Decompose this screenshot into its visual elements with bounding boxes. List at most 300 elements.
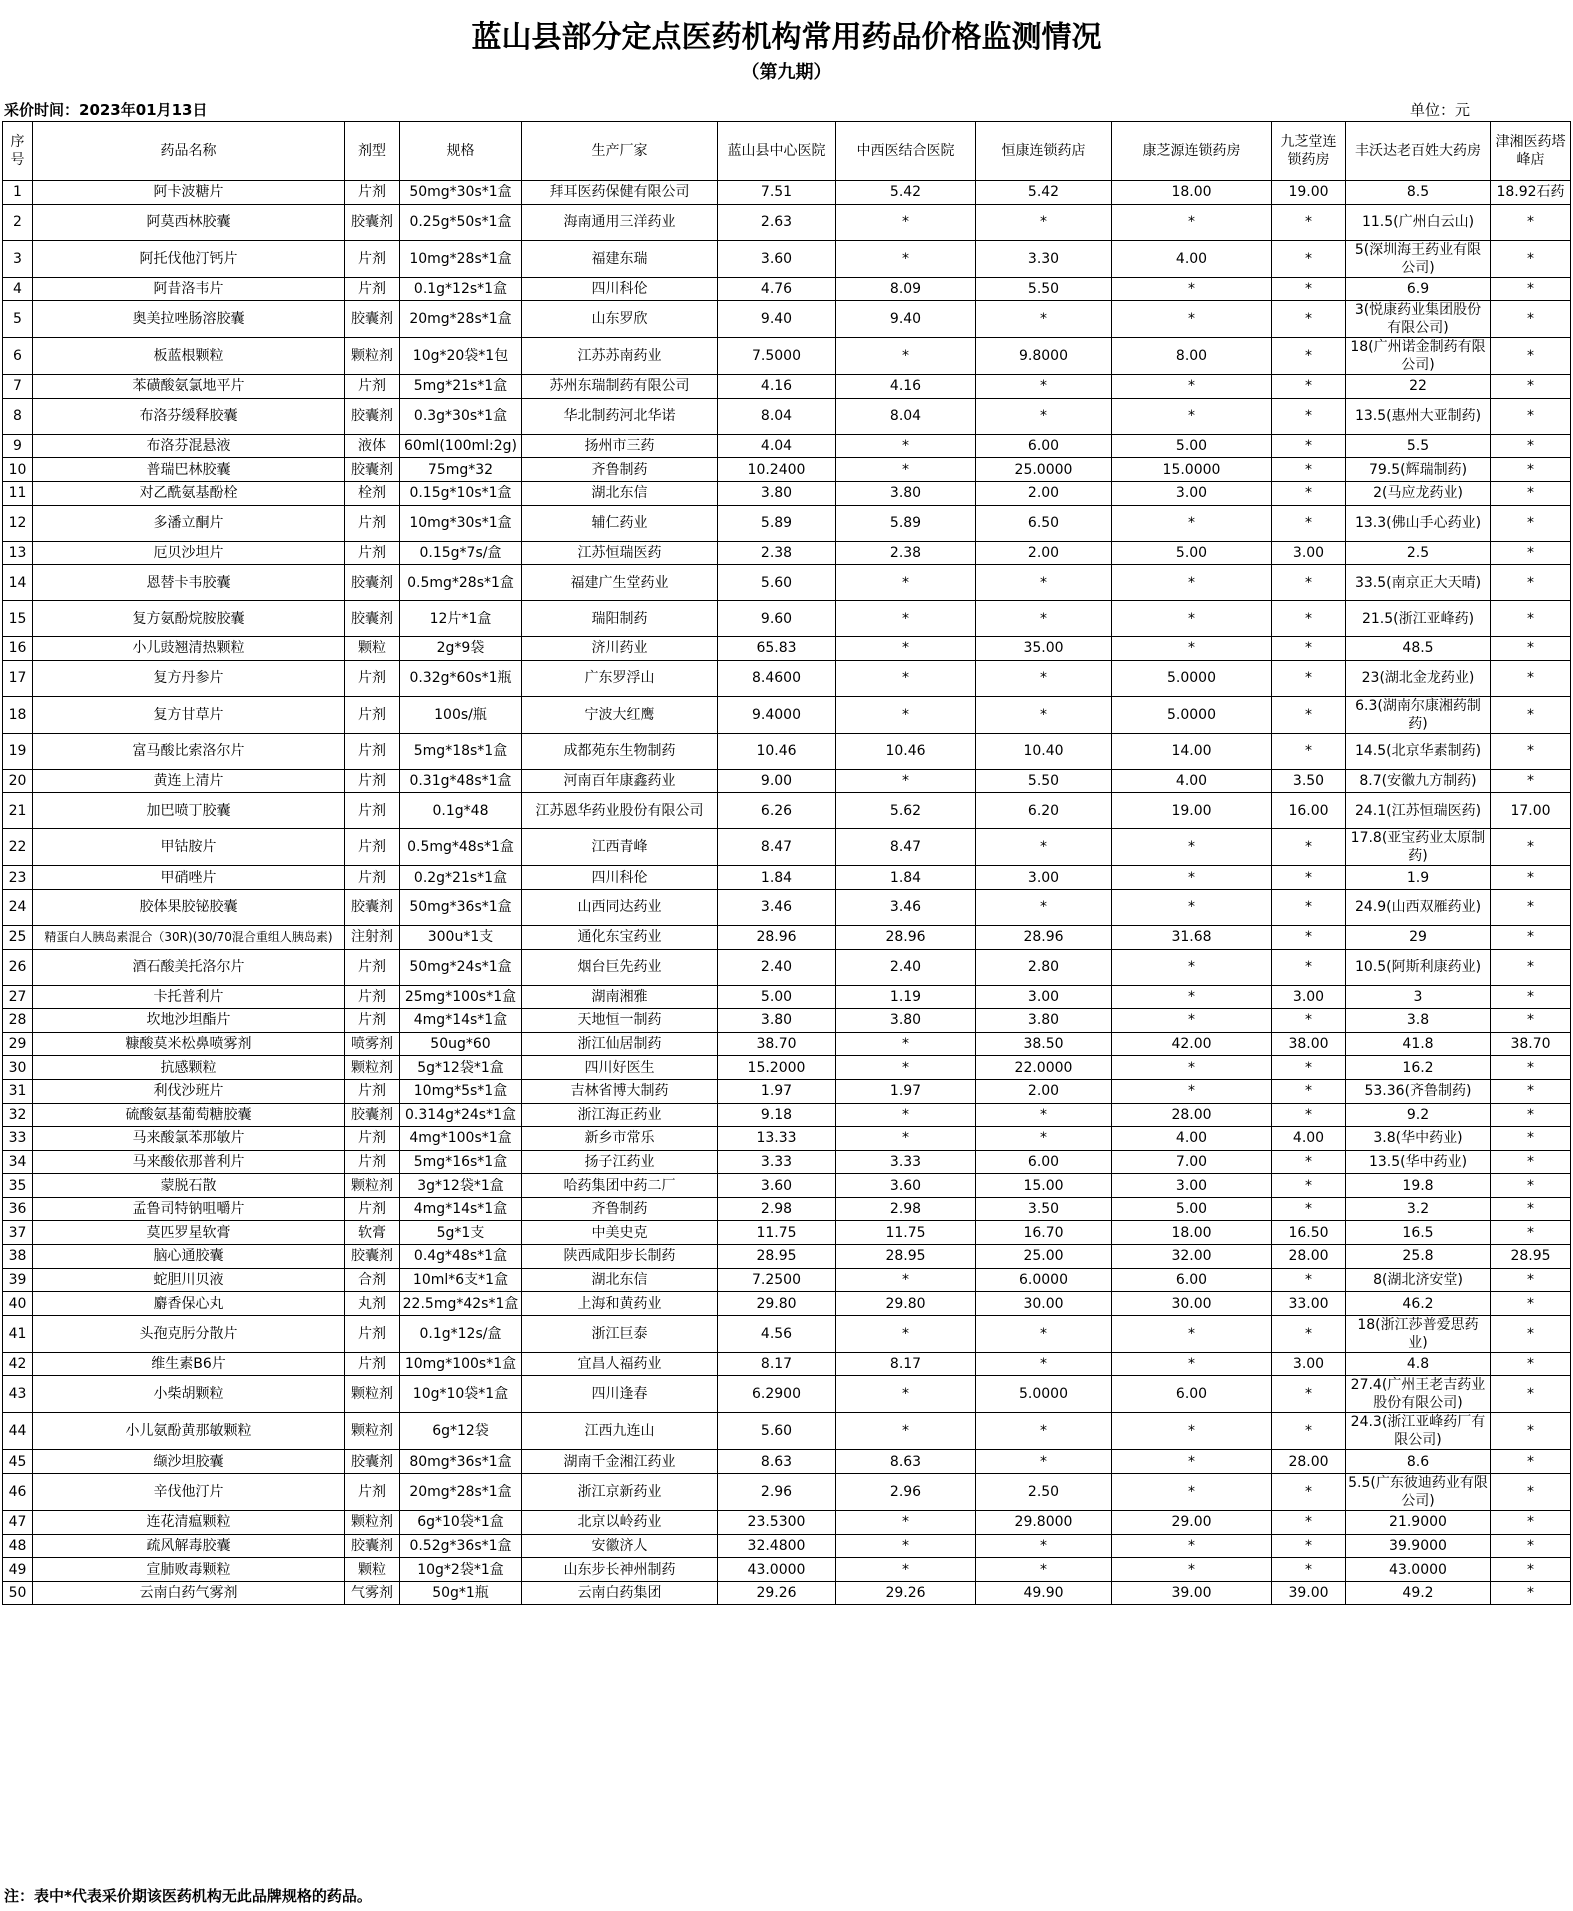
table-cell: * — [1112, 204, 1272, 240]
table-body — [3, 181, 1571, 1605]
table-row — [3, 398, 1571, 434]
table-cell: 2g*9袋 — [400, 637, 522, 661]
table-cell: 38.00 — [1272, 1032, 1346, 1056]
table-cell: 300u*1支 — [400, 925, 522, 949]
table-cell: 颗粒剂 — [345, 338, 400, 375]
table-row — [3, 565, 1571, 601]
table-cell: * — [836, 1127, 976, 1151]
table-cell: 12 — [3, 505, 33, 541]
table-cell: 胶囊剂 — [345, 1103, 400, 1127]
table-cell: 4.16 — [836, 375, 976, 399]
table-cell: 49.2 — [1346, 1581, 1491, 1605]
table-cell: 20mg*28s*1盒 — [400, 301, 522, 338]
table-cell: 22 — [1346, 375, 1491, 399]
table-cell: 片剂 — [345, 1127, 400, 1151]
table-cell: 片剂 — [345, 1352, 400, 1376]
table-cell: 扬子江药业 — [522, 1150, 718, 1174]
table-cell: * — [1272, 637, 1346, 661]
table-cell: 阿托伐他汀钙片 — [33, 240, 345, 277]
table-row — [3, 505, 1571, 541]
table-cell: 3.2 — [1346, 1197, 1491, 1221]
table-cell: 湖北东信 — [522, 1268, 718, 1292]
table-cell: 49.90 — [976, 1581, 1112, 1605]
table-cell: 12片*1盒 — [400, 601, 522, 637]
table-cell: 安徽济人 — [522, 1534, 718, 1558]
table-cell: * — [836, 434, 976, 458]
table-cell: 0.32g*60s*1瓶 — [400, 660, 522, 696]
table-cell: 拜耳医药保健有限公司 — [522, 181, 718, 205]
table-cell: * — [836, 601, 976, 637]
table-cell: 34 — [3, 1150, 33, 1174]
table-cell: 5(深圳海王药业有限公司) — [1346, 240, 1491, 277]
table-cell: * — [836, 637, 976, 661]
table-row — [3, 541, 1571, 565]
table-cell: * — [1491, 301, 1571, 338]
table-cell: * — [1272, 829, 1346, 866]
table-cell: 19.00 — [1112, 793, 1272, 829]
table-cell: 79.5(辉瑞制药) — [1346, 458, 1491, 482]
table-header-row — [3, 122, 1571, 181]
table-cell: 10g*10袋*1盒 — [400, 1376, 522, 1413]
table-cell: 扬州市三药 — [522, 434, 718, 458]
table-cell: 11.75 — [718, 1221, 836, 1245]
table-cell: 2.98 — [718, 1197, 836, 1221]
table-cell: * — [1272, 733, 1346, 769]
table-cell: * — [1112, 1009, 1272, 1033]
table-cell: 18 — [3, 696, 33, 733]
table-cell: 3.8 — [1346, 1009, 1491, 1033]
table-cell: 4.8 — [1346, 1352, 1491, 1376]
table-cell: 片剂 — [345, 696, 400, 733]
table-cell: 17 — [3, 660, 33, 696]
table-cell: 39 — [3, 1268, 33, 1292]
table-cell: 云南白药气雾剂 — [33, 1581, 345, 1605]
table-cell: 3g*12袋*1盒 — [400, 1174, 522, 1198]
table-cell: 3.00 — [1272, 541, 1346, 565]
table-cell: 富马酸比索洛尔片 — [33, 733, 345, 769]
table-row — [3, 769, 1571, 793]
table-cell: * — [1491, 660, 1571, 696]
table-cell: 4mg*100s*1盒 — [400, 1127, 522, 1151]
table-cell: 10mg*5s*1盒 — [400, 1079, 522, 1103]
table-cell: * — [976, 1315, 1112, 1352]
table-cell: 1 — [3, 181, 33, 205]
table-cell: 4.56 — [718, 1315, 836, 1352]
table-cell: * — [1491, 1103, 1571, 1127]
table-cell: * — [1272, 1079, 1346, 1103]
table-cell: 5 — [3, 301, 33, 338]
table-cell: 小儿氨酚黄那敏颗粒 — [33, 1413, 345, 1450]
table-row — [3, 1534, 1571, 1558]
table-cell: 8.00 — [1112, 338, 1272, 375]
table-cell: 片剂 — [345, 985, 400, 1009]
table-cell: 0.25g*50s*1盒 — [400, 204, 522, 240]
table-row — [3, 949, 1571, 985]
table-cell: * — [1272, 204, 1346, 240]
table-cell: * — [1272, 1268, 1346, 1292]
table-cell: * — [836, 696, 976, 733]
table-row — [3, 793, 1571, 829]
table-cell: 10g*2袋*1盒 — [400, 1558, 522, 1582]
table-cell: 49 — [3, 1558, 33, 1582]
table-cell: 海南通用三洋药业 — [522, 204, 718, 240]
table-cell: 2(马应龙药业) — [1346, 481, 1491, 505]
footnote: 注：表中*代表采价期该医药机构无此品牌规格的药品。 — [4, 1887, 372, 1905]
table-cell: 14 — [3, 565, 33, 601]
table-cell: 10 — [3, 458, 33, 482]
table-cell: 5.89 — [836, 505, 976, 541]
table-cell: 9.40 — [836, 301, 976, 338]
table-cell: 28.96 — [718, 925, 836, 949]
table-cell: 5mg*16s*1盒 — [400, 1150, 522, 1174]
table-cell: 通化东宝药业 — [522, 925, 718, 949]
table-cell: 45 — [3, 1450, 33, 1474]
page-title: 蓝山县部分定点医药机构常用药品价格监测情况 — [471, 20, 1102, 55]
table-cell: 6.9 — [1346, 277, 1491, 301]
table-cell: 6g*10袋*1盒 — [400, 1511, 522, 1535]
table-cell: 小儿豉翘清热颗粒 — [33, 637, 345, 661]
table-cell: 16.50 — [1272, 1221, 1346, 1245]
table-cell: 19 — [3, 733, 33, 769]
table-cell: 8.47 — [718, 829, 836, 866]
table-cell: 浙江仙居制药 — [522, 1032, 718, 1056]
table-cell: 8.63 — [836, 1450, 976, 1474]
table-row — [3, 434, 1571, 458]
table-cell: 33.00 — [1272, 1292, 1346, 1316]
table-cell: 28.00 — [1272, 1450, 1346, 1474]
table-cell: * — [1272, 1174, 1346, 1198]
table-cell: 3.46 — [718, 889, 836, 925]
table-cell: 17.8(亚宝药业太原制药) — [1346, 829, 1491, 866]
table-cell: 片剂 — [345, 866, 400, 890]
table-cell: 浙江海正药业 — [522, 1103, 718, 1127]
table-cell: * — [1491, 889, 1571, 925]
table-cell: * — [1491, 277, 1571, 301]
table-cell: 软膏 — [345, 1221, 400, 1245]
table-cell: * — [1112, 949, 1272, 985]
table-cell: 厄贝沙坦片 — [33, 541, 345, 565]
table-cell: 10mg*100s*1盒 — [400, 1352, 522, 1376]
table-cell: 10mg*28s*1盒 — [400, 240, 522, 277]
table-cell: 20mg*28s*1盒 — [400, 1474, 522, 1511]
table-cell: * — [1272, 1474, 1346, 1511]
table-cell: 5mg*21s*1盒 — [400, 375, 522, 399]
table-cell: 辅仁药业 — [522, 505, 718, 541]
table-row — [3, 301, 1571, 338]
table-cell: 3.00 — [1112, 1174, 1272, 1198]
table-cell: 14.00 — [1112, 733, 1272, 769]
table-cell: 福建东瑞 — [522, 240, 718, 277]
table-cell: * — [1272, 481, 1346, 505]
table-cell: 连花清瘟颗粒 — [33, 1511, 345, 1535]
table-cell: * — [1491, 866, 1571, 890]
table-row — [3, 1315, 1571, 1352]
table-cell: 80mg*36s*1盒 — [400, 1450, 522, 1474]
table-cell: 26 — [3, 949, 33, 985]
table-cell: 0.3g*30s*1盒 — [400, 398, 522, 434]
table-cell: 43 — [3, 1376, 33, 1413]
table-cell: 维生素B6片 — [33, 1352, 345, 1376]
table-cell: 8.7(安徽九方制药) — [1346, 769, 1491, 793]
table-cell: 2.5 — [1346, 541, 1491, 565]
table-cell: 加巴喷丁胶囊 — [33, 793, 345, 829]
table-cell: 1.97 — [836, 1079, 976, 1103]
column-header: 生产厂家 — [522, 122, 718, 181]
table-cell: * — [836, 204, 976, 240]
table-cell: 片剂 — [345, 240, 400, 277]
table-cell: 28.00 — [1112, 1103, 1272, 1127]
table-row — [3, 1032, 1571, 1056]
table-cell: 25.8 — [1346, 1245, 1491, 1269]
table-cell: * — [1112, 301, 1272, 338]
table-cell: 42.00 — [1112, 1032, 1272, 1056]
column-header: 丰沃达老百姓大药房 — [1346, 122, 1491, 181]
table-cell: 胶囊剂 — [345, 458, 400, 482]
table-cell: * — [976, 601, 1112, 637]
table-cell: * — [976, 1352, 1112, 1376]
table-cell: 9.2 — [1346, 1103, 1491, 1127]
table-row — [3, 1079, 1571, 1103]
table-cell: * — [836, 1315, 976, 1352]
period-subtitle: （第九期） — [741, 62, 832, 83]
table-cell: 5.0000 — [976, 1376, 1112, 1413]
table-cell: 39.00 — [1112, 1581, 1272, 1605]
table-row — [3, 1056, 1571, 1080]
table-cell: * — [1112, 601, 1272, 637]
table-cell: * — [1491, 338, 1571, 375]
table-cell: 片剂 — [345, 181, 400, 205]
table-cell: 46.2 — [1346, 1292, 1491, 1316]
table-cell: * — [1491, 1268, 1571, 1292]
table-cell: * — [1272, 1558, 1346, 1582]
table-cell: 6.00 — [976, 1150, 1112, 1174]
table-cell: 9.60 — [718, 601, 836, 637]
table-cell: 3.80 — [836, 1009, 976, 1033]
table-cell: 16.2 — [1346, 1056, 1491, 1080]
table-cell: * — [836, 1376, 976, 1413]
table-cell: 2.40 — [836, 949, 976, 985]
table-cell: 1.84 — [718, 866, 836, 890]
table-cell: 22 — [3, 829, 33, 866]
table-cell: * — [1272, 601, 1346, 637]
table-cell: 16.00 — [1272, 793, 1346, 829]
table-cell: 1.84 — [836, 866, 976, 890]
table-cell: 丸剂 — [345, 1292, 400, 1316]
table-cell: 16 — [3, 637, 33, 661]
table-cell: 50mg*36s*1盒 — [400, 889, 522, 925]
table-cell: 3 — [1346, 985, 1491, 1009]
table-cell: 30.00 — [976, 1292, 1112, 1316]
table-cell: 18(广州诺金制药有限公司) — [1346, 338, 1491, 375]
table-cell: 32.4800 — [718, 1534, 836, 1558]
table-cell: 33 — [3, 1127, 33, 1151]
table-cell: 9.4000 — [718, 696, 836, 733]
table-cell: * — [976, 660, 1112, 696]
table-cell: 21 — [3, 793, 33, 829]
table-cell: * — [1272, 338, 1346, 375]
table-row — [3, 733, 1571, 769]
table-row — [3, 1450, 1571, 1474]
table-cell: 3.50 — [976, 1197, 1112, 1221]
table-cell: * — [1112, 637, 1272, 661]
table-cell: 5mg*18s*1盒 — [400, 733, 522, 769]
table-cell: 28.95 — [1491, 1245, 1571, 1269]
table-cell: 成都苑东生物制药 — [522, 733, 718, 769]
table-cell: 广东罗浮山 — [522, 660, 718, 696]
table-cell: 颗粒剂 — [345, 1511, 400, 1535]
table-cell: * — [976, 565, 1112, 601]
table-cell: 23.5300 — [718, 1511, 836, 1535]
table-cell: * — [1491, 1292, 1571, 1316]
table-cell: 41 — [3, 1315, 33, 1352]
table-cell: 片剂 — [345, 793, 400, 829]
table-cell: 2.38 — [718, 541, 836, 565]
table-cell: * — [1491, 204, 1571, 240]
table-cell: 5.00 — [1112, 434, 1272, 458]
table-cell: 5g*12袋*1盒 — [400, 1056, 522, 1080]
table-cell: 四川逢春 — [522, 1376, 718, 1413]
table-cell: * — [1491, 1511, 1571, 1535]
table-cell: 11.5(广州白云山) — [1346, 204, 1491, 240]
table-cell: 25.0000 — [976, 458, 1112, 482]
table-cell: 片剂 — [345, 541, 400, 565]
table-cell: 吉林省博大制药 — [522, 1079, 718, 1103]
table-cell: 浙江京新药业 — [522, 1474, 718, 1511]
table-cell: 10mg*30s*1盒 — [400, 505, 522, 541]
table-cell: 22.5mg*42s*1盒 — [400, 1292, 522, 1316]
table-cell: * — [1272, 398, 1346, 434]
table-cell: * — [1272, 375, 1346, 399]
table-cell: 4.76 — [718, 277, 836, 301]
table-cell: 0.2g*21s*1盒 — [400, 866, 522, 890]
table-cell: 颗粒剂 — [345, 1413, 400, 1450]
column-header: 剂型 — [345, 122, 400, 181]
table-cell: 5.0000 — [1112, 696, 1272, 733]
table-cell: 10g*20袋*1包 — [400, 338, 522, 375]
table-cell: 四川好医生 — [522, 1056, 718, 1080]
table-cell: 3.00 — [976, 985, 1112, 1009]
table-cell: 50ug*60 — [400, 1032, 522, 1056]
table-cell: * — [1272, 1534, 1346, 1558]
table-cell: * — [1112, 1352, 1272, 1376]
column-header: 药品名称 — [33, 122, 345, 181]
table-cell: 25mg*100s*1盒 — [400, 985, 522, 1009]
table-cell: 片剂 — [345, 769, 400, 793]
table-cell: 0.15g*10s*1盒 — [400, 481, 522, 505]
table-cell: 2.50 — [976, 1474, 1112, 1511]
table-cell: * — [976, 696, 1112, 733]
table-cell: 31.68 — [1112, 925, 1272, 949]
table-cell: 41.8 — [1346, 1032, 1491, 1056]
table-cell: 5.50 — [976, 769, 1112, 793]
table-cell: 15.00 — [976, 1174, 1112, 1198]
table-cell: * — [836, 1511, 976, 1535]
table-cell: 38.70 — [718, 1032, 836, 1056]
table-cell: 河南百年康鑫药业 — [522, 769, 718, 793]
table-row — [3, 601, 1571, 637]
table-row — [3, 829, 1571, 866]
table-cell: * — [1112, 829, 1272, 866]
table-cell: 阿卡波糖片 — [33, 181, 345, 205]
column-header: 规格 — [400, 122, 522, 181]
column-header: 恒康连锁药店 — [976, 122, 1112, 181]
table-cell: 宣肺败毒颗粒 — [33, 1558, 345, 1582]
table-cell: 江苏恩华药业股份有限公司 — [522, 793, 718, 829]
table-cell: 7 — [3, 375, 33, 399]
table-cell: 莫匹罗星软膏 — [33, 1221, 345, 1245]
table-cell: 片剂 — [345, 1315, 400, 1352]
table-cell: * — [1491, 541, 1571, 565]
table-row — [3, 240, 1571, 277]
table-cell: * — [976, 398, 1112, 434]
table-cell: 湖南千金湘江药业 — [522, 1450, 718, 1474]
table-cell: 栓剂 — [345, 481, 400, 505]
table-row — [3, 481, 1571, 505]
table-cell: 3.60 — [836, 1174, 976, 1198]
table-cell: 65.83 — [718, 637, 836, 661]
table-cell: 24.1(江苏恒瑞医药) — [1346, 793, 1491, 829]
table-cell: 辛伐他汀片 — [33, 1474, 345, 1511]
table-cell: 1.9 — [1346, 866, 1491, 890]
table-cell: 6.0000 — [976, 1268, 1112, 1292]
table-cell: 10.46 — [836, 733, 976, 769]
table-cell: * — [1272, 1315, 1346, 1352]
table-cell: * — [1491, 1056, 1571, 1080]
table-cell: 5.89 — [718, 505, 836, 541]
table-cell: * — [1491, 1174, 1571, 1198]
table-cell: 对乙酰氨基酚栓 — [33, 481, 345, 505]
table-cell: 25.00 — [976, 1245, 1112, 1269]
table-cell: 福建广生堂药业 — [522, 565, 718, 601]
table-cell: 5.0000 — [1112, 660, 1272, 696]
table-cell: 29.8000 — [976, 1511, 1112, 1535]
table-cell: 0.15g*7s/盒 — [400, 541, 522, 565]
table-cell: 2.40 — [718, 949, 836, 985]
table-cell: 江苏苏南药业 — [522, 338, 718, 375]
table-cell: 6g*12袋 — [400, 1413, 522, 1450]
table-cell: 板蓝根颗粒 — [33, 338, 345, 375]
table-row — [3, 458, 1571, 482]
column-header: 蓝山县中心医院 — [718, 122, 836, 181]
table-cell: 3.46 — [836, 889, 976, 925]
table-cell: 29 — [3, 1032, 33, 1056]
table-cell: 6.20 — [976, 793, 1112, 829]
table-cell: 4.04 — [718, 434, 836, 458]
table-cell: 3.33 — [718, 1150, 836, 1174]
table-cell: 47 — [3, 1511, 33, 1535]
table-cell: 布洛芬混悬液 — [33, 434, 345, 458]
table-cell: 苏州东瑞制药有限公司 — [522, 375, 718, 399]
table-cell: * — [1272, 505, 1346, 541]
table-row — [3, 925, 1571, 949]
table-cell: 24.3(浙江亚峰药厂有限公司) — [1346, 1413, 1491, 1450]
table-cell: 陕西咸阳步长制药 — [522, 1245, 718, 1269]
table-row — [3, 1197, 1571, 1221]
table-cell: 8.04 — [836, 398, 976, 434]
table-cell: 8 — [3, 398, 33, 434]
table-cell: * — [1112, 398, 1272, 434]
table-cell: 19.8 — [1346, 1174, 1491, 1198]
table-cell: 甲硝唑片 — [33, 866, 345, 890]
table-cell: 5.60 — [718, 565, 836, 601]
table-cell: 颗粒剂 — [345, 1174, 400, 1198]
table-cell: * — [1491, 601, 1571, 637]
table-cell: 抗感颗粒 — [33, 1056, 345, 1080]
table-row — [3, 889, 1571, 925]
table-cell: * — [976, 829, 1112, 866]
table-cell: 2.80 — [976, 949, 1112, 985]
table-row — [3, 1474, 1571, 1511]
